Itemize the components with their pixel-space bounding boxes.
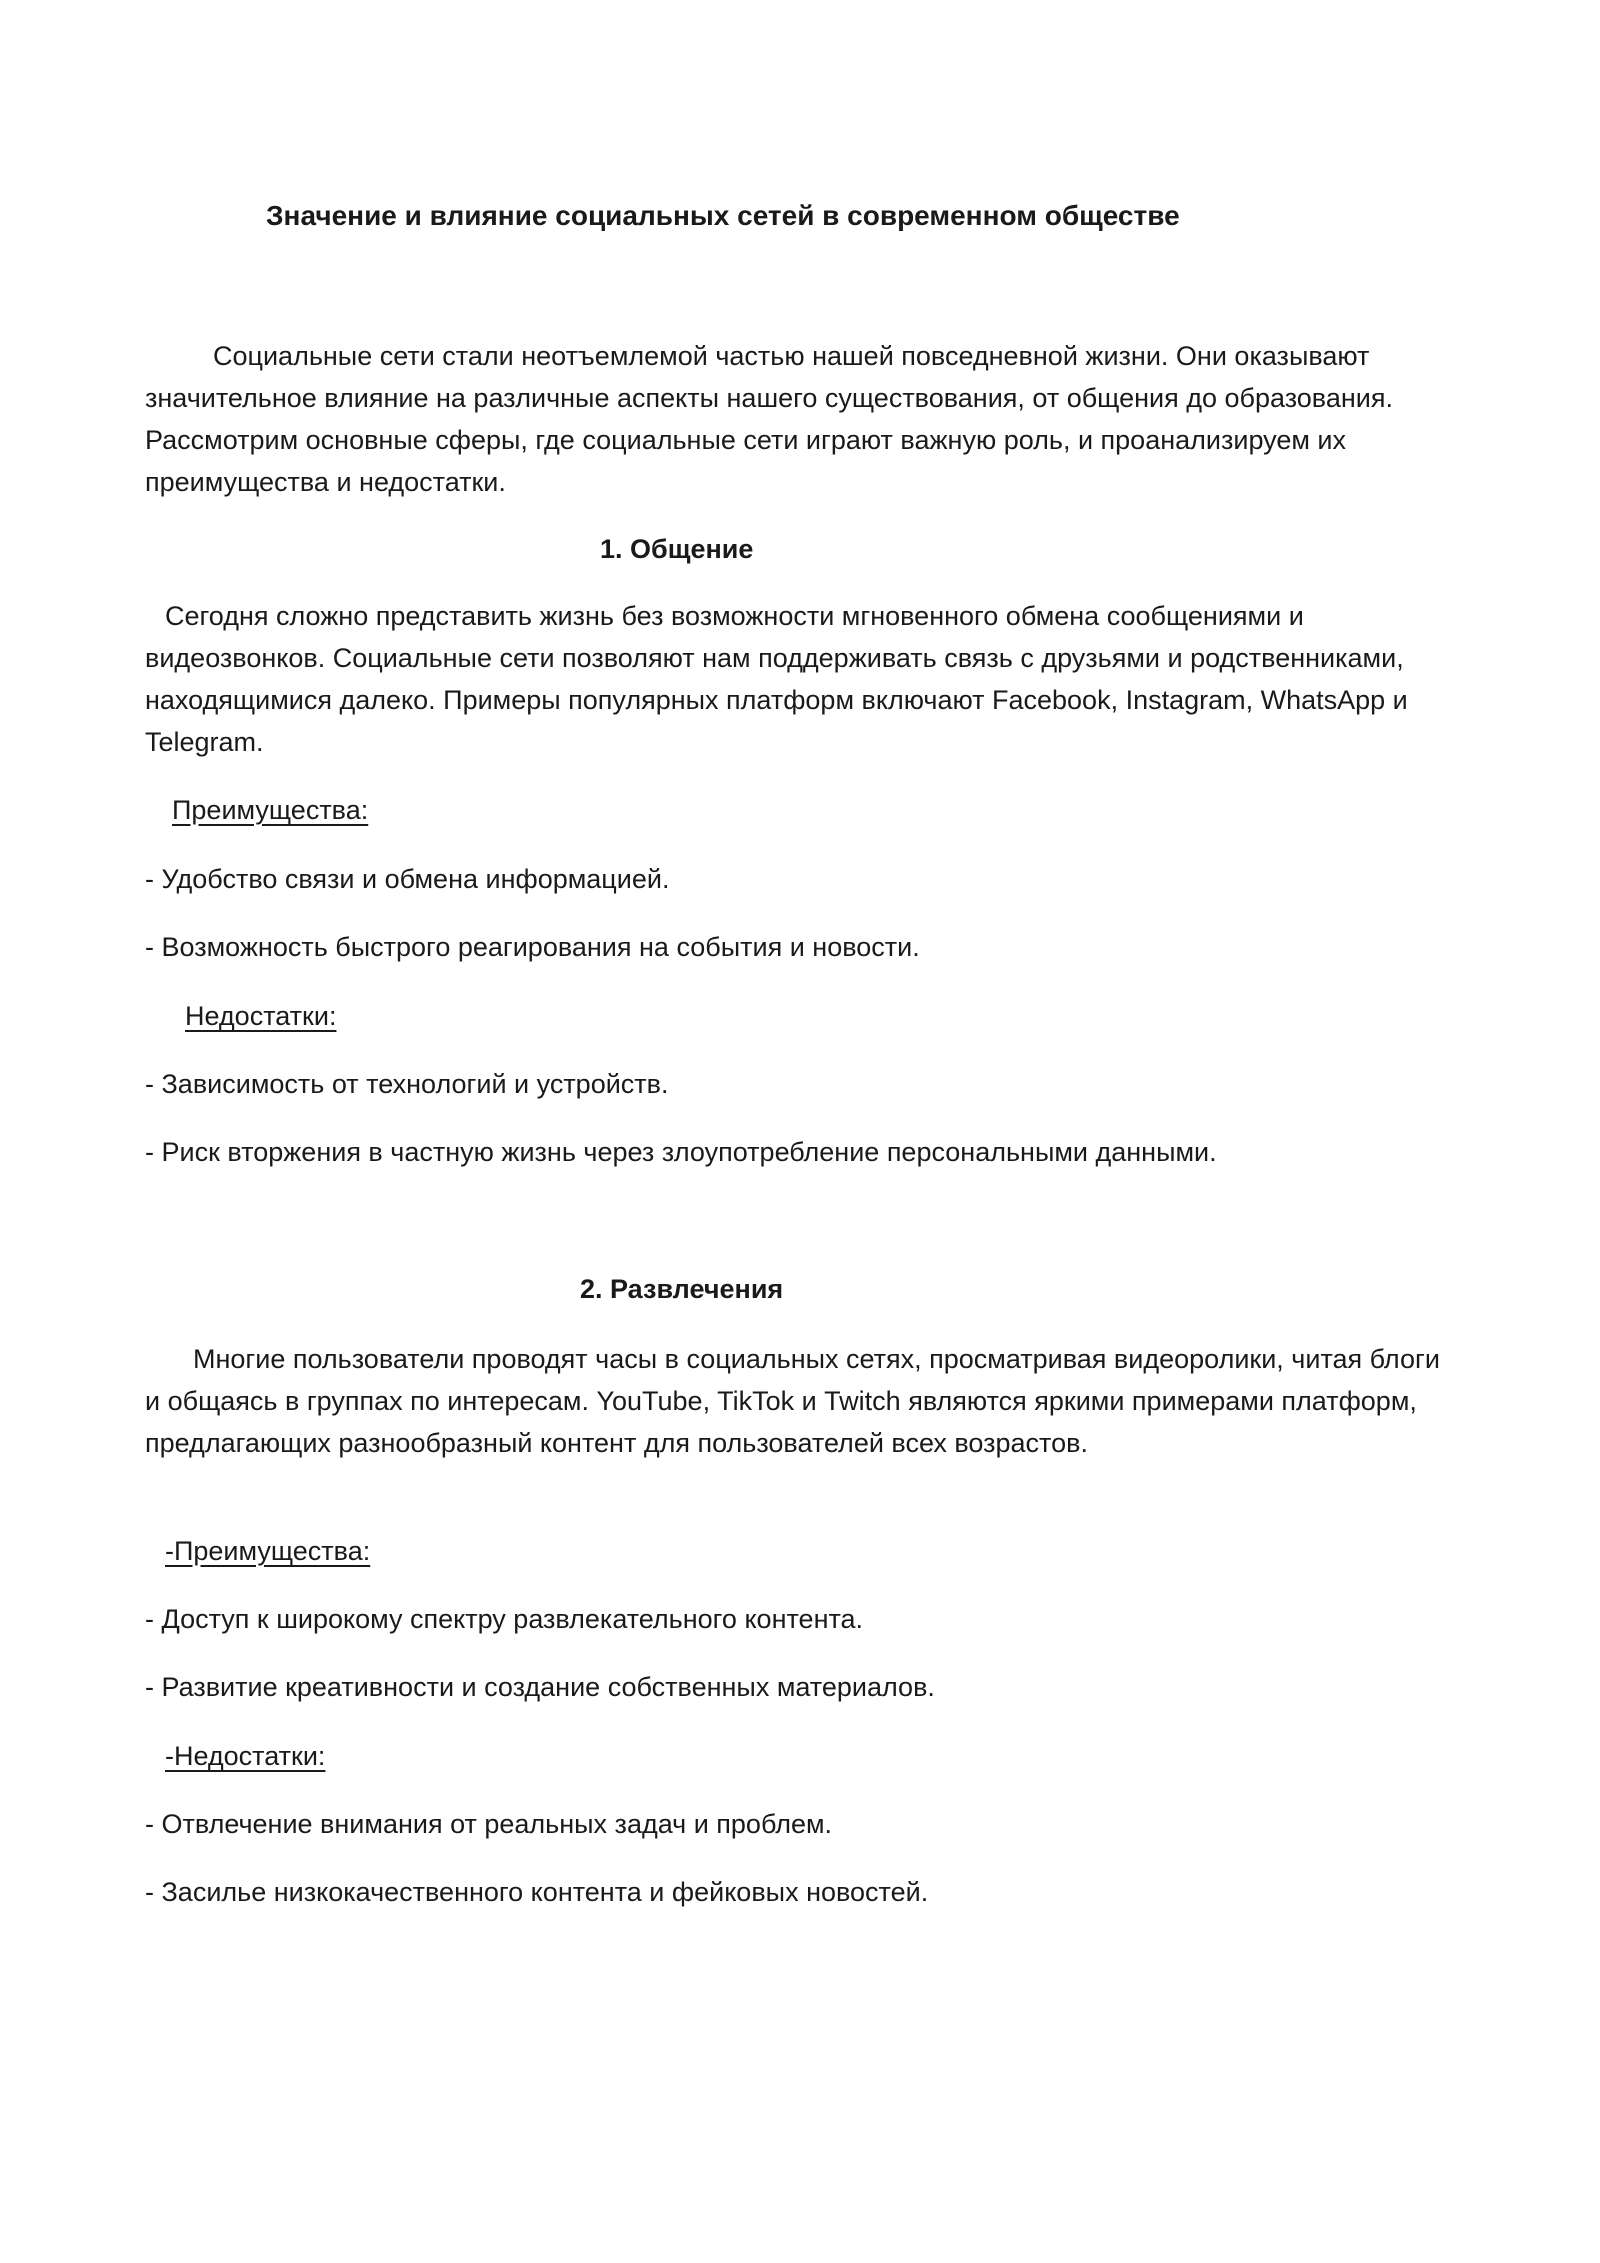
section1-paragraph (145, 595, 1465, 763)
section1-heading: 1. Общение (600, 534, 754, 564)
section2-line: Многие пользователи проводят часы в социальных сетях, просматривая видеоролики, читая блоги (193, 1344, 1440, 1374)
section1-pro-item: - Удобство связи и обмена информацией. (145, 864, 670, 894)
intro-paragraph (145, 335, 1465, 503)
section2-pro-item: - Доступ к широкому спектру развлекательного контента. (145, 1604, 864, 1634)
section2-cons-label: -Недостатки: (165, 1741, 326, 1771)
section1-cons-label: Недостатки: (185, 1001, 337, 1031)
section2-line: и общаясь в группах по интересам. YouTube, TikTok и Twitch являются яркими примерами платформ, (145, 1386, 1417, 1416)
section1-line: Telegram. (145, 727, 264, 757)
section2-pros-label: -Преимущества: (165, 1536, 371, 1566)
section2-paragraph (145, 1338, 1465, 1464)
intro-line: значительное влияние на различные аспекты нашего существования, от общения до образования. (145, 383, 1393, 413)
intro-line: Рассмотрим основные сферы, где социальные сети играют важную роль, и проанализируем их (145, 425, 1347, 455)
section1-pros-label: Преимущества: (172, 795, 369, 825)
section2-pro-item: - Развитие креативности и создание собственных материалов. (145, 1672, 935, 1702)
section2-line: предлагающих разнообразный контент для пользователей всех возрастов. (145, 1428, 1088, 1458)
section1-line: видеозвонков. Социальные сети позволяют нам поддерживать связь с друзьями и родственниками, (145, 643, 1404, 673)
intro-line: Социальные сети стали неотъемлемой частью нашей повседневной жизни. Они оказывают (213, 341, 1370, 371)
section2-con-item: - Засилье низкокачественного контента и фейковых новостей. (145, 1877, 929, 1907)
section2-con-item: - Отвлечение внимания от реальных задач и проблем. (145, 1809, 833, 1839)
section1-line: находящимися далеко. Примеры популярных платформ включают Facebook, Instagram, WhatsApp и (145, 685, 1408, 715)
section1-line: Сегодня сложно представить жизнь без возможности мгновенного обмена сообщениями и (165, 601, 1304, 631)
section2-heading: 2. Развлечения (580, 1274, 784, 1304)
section1-con-item: - Зависимость от технологий и устройств. (145, 1069, 669, 1099)
intro-line: преимущества и недостатки. (145, 467, 506, 497)
document-title: Значение и влияние социальных сетей в современном обществе (266, 200, 1180, 231)
section1-con-item: - Риск вторжения в частную жизнь через злоупотребление персональными данными. (145, 1137, 1217, 1167)
section1-pro-item: - Возможность быстрого реагирования на события и новости. (145, 932, 920, 962)
